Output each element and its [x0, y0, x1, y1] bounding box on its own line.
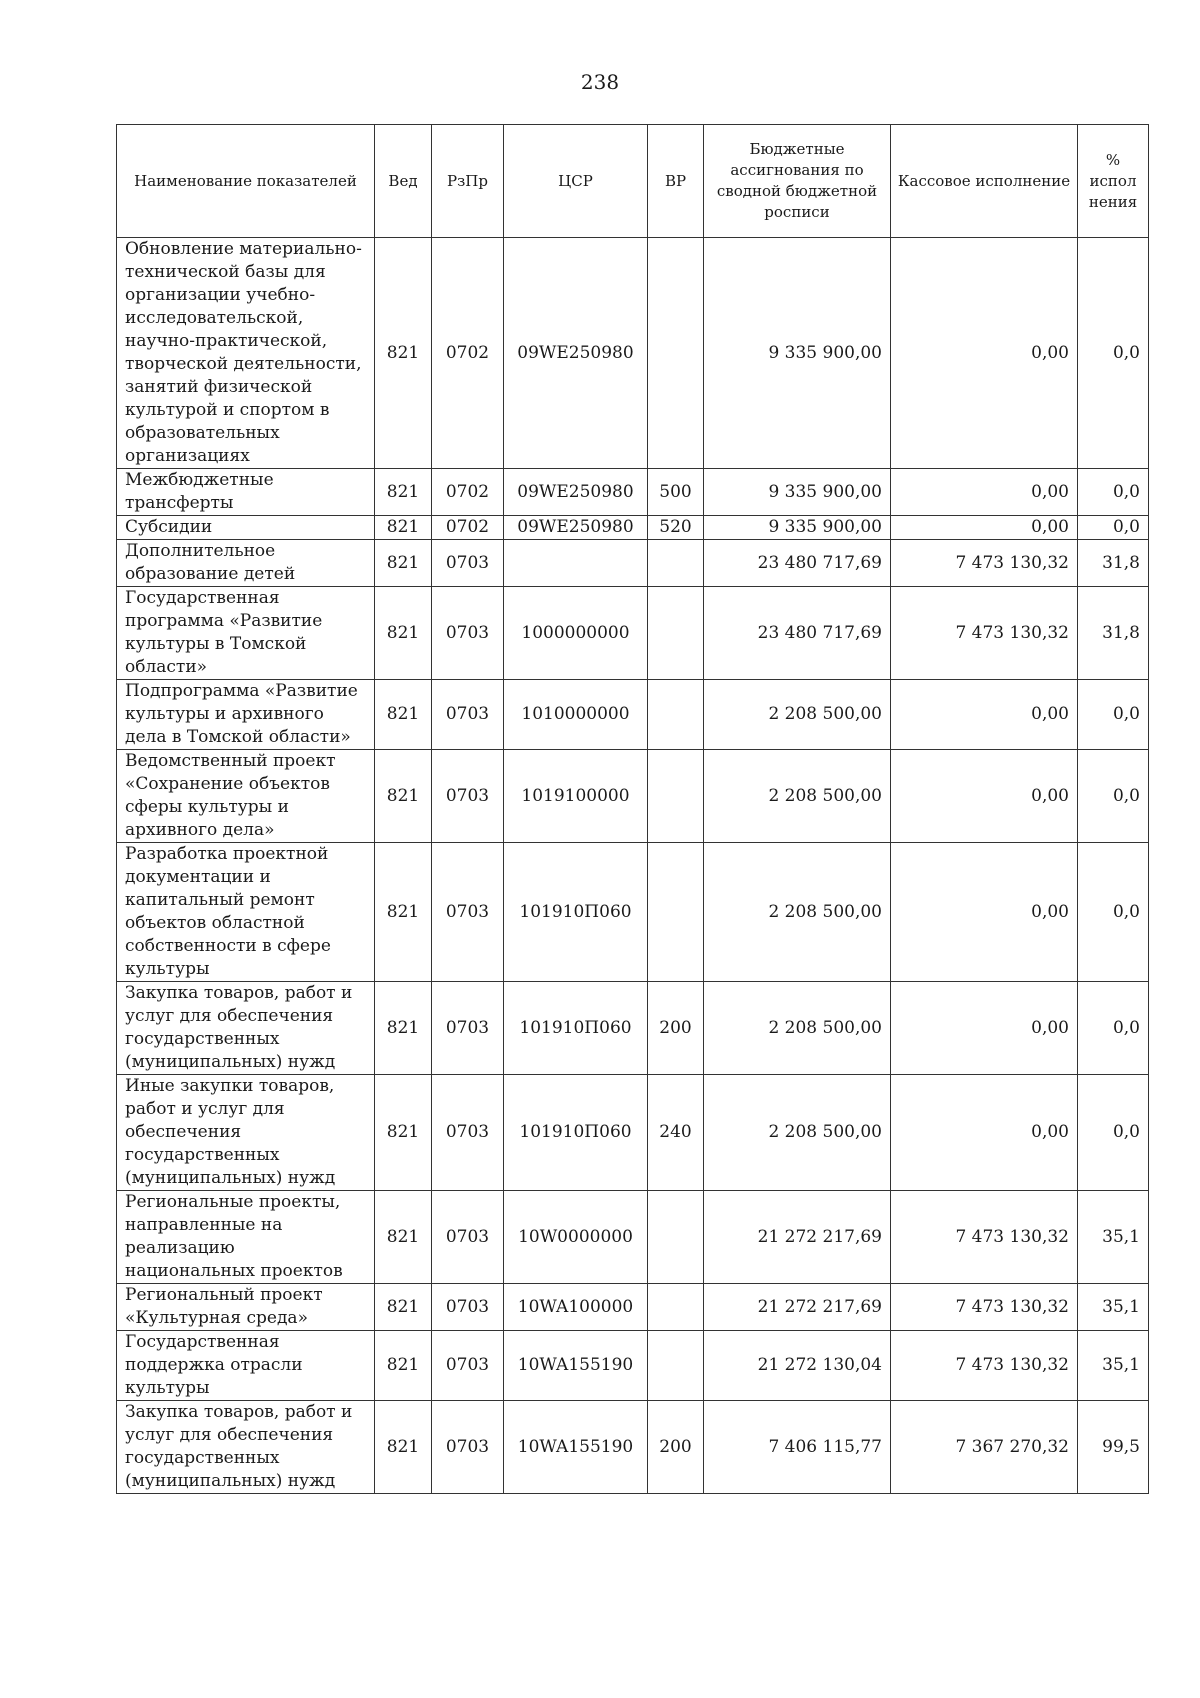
header-percent: % испол нения [1078, 125, 1149, 238]
cell-executed: 0,00 [891, 750, 1078, 843]
cell-executed: 7 473 130,32 [891, 587, 1078, 680]
header-csr: ЦСР [504, 125, 648, 238]
table-row [117, 680, 1149, 750]
cell-name: Региональные проекты, направленные на реализацию национальных проектов [117, 1191, 375, 1284]
cell-csr: 1019100000 [504, 750, 648, 843]
cell-rzpr: 0702 [432, 238, 504, 469]
cell-ved: 821 [375, 469, 432, 516]
cell-executed: 7 473 130,32 [891, 1284, 1078, 1331]
cell-ved: 821 [375, 1075, 432, 1191]
cell-rzpr: 0703 [432, 540, 504, 587]
cell-name: Субсидии [117, 516, 375, 540]
cell-assigned: 21 272 217,69 [704, 1191, 891, 1284]
cell-csr: 10WA155190 [504, 1401, 648, 1494]
cell-rzpr: 0703 [432, 1284, 504, 1331]
table-row [117, 1331, 1149, 1401]
cell-csr: 10WA100000 [504, 1284, 648, 1331]
cell-ved: 821 [375, 1331, 432, 1401]
cell-percent: 0,0 [1078, 238, 1149, 469]
table-row [117, 1191, 1149, 1284]
cell-executed: 0,00 [891, 516, 1078, 540]
cell-percent: 35,1 [1078, 1191, 1149, 1284]
cell-percent: 0,0 [1078, 1075, 1149, 1191]
cell-ved: 821 [375, 1401, 432, 1494]
header-name: Наименование показателей [117, 125, 375, 238]
table-row [117, 587, 1149, 680]
cell-csr: 101910П060 [504, 843, 648, 982]
cell-percent: 0,0 [1078, 843, 1149, 982]
cell-percent: 0,0 [1078, 680, 1149, 750]
cell-ved: 821 [375, 1191, 432, 1284]
cell-vr [648, 238, 704, 469]
cell-assigned: 9 335 900,00 [704, 469, 891, 516]
cell-rzpr: 0703 [432, 680, 504, 750]
table-row [117, 1401, 1149, 1494]
cell-executed: 7 473 130,32 [891, 1191, 1078, 1284]
cell-assigned: 23 480 717,69 [704, 540, 891, 587]
cell-percent: 35,1 [1078, 1284, 1149, 1331]
cell-rzpr: 0703 [432, 750, 504, 843]
cell-csr: 09WE250980 [504, 469, 648, 516]
cell-csr: 10W0000000 [504, 1191, 648, 1284]
cell-executed: 0,00 [891, 1075, 1078, 1191]
cell-rzpr: 0702 [432, 516, 504, 540]
cell-vr: 500 [648, 469, 704, 516]
cell-csr: 101910П060 [504, 982, 648, 1075]
cell-name: Подпрограмма «Развитие культуры и архивного дела в Томской области» [117, 680, 375, 750]
cell-executed: 7 473 130,32 [891, 540, 1078, 587]
cell-ved: 821 [375, 982, 432, 1075]
cell-name: Государственная программа «Развитие культуры в Томской области» [117, 587, 375, 680]
table-row [117, 843, 1149, 982]
cell-ved: 821 [375, 516, 432, 540]
cell-name: Обновление материально-технической базы для организации учебно-исследовательской, научно-практической, творческой деятельности, занятий физической культурой и спортом в образовательных организациях [117, 238, 375, 469]
cell-assigned: 9 335 900,00 [704, 238, 891, 469]
cell-name: Закупка товаров, работ и услуг для обеспечения государственных (муниципальных) нужд [117, 982, 375, 1075]
cell-vr [648, 843, 704, 982]
cell-csr: 1000000000 [504, 587, 648, 680]
cell-name: Дополнительное образование детей [117, 540, 375, 587]
cell-percent: 31,8 [1078, 540, 1149, 587]
cell-csr: 09WE250980 [504, 516, 648, 540]
cell-name: Ведомственный проект «Сохранение объектов сферы культуры и архивного дела» [117, 750, 375, 843]
cell-executed: 0,00 [891, 680, 1078, 750]
cell-percent: 0,0 [1078, 516, 1149, 540]
cell-name: Закупка товаров, работ и услуг для обеспечения государственных (муниципальных) нужд [117, 1401, 375, 1494]
cell-assigned: 23 480 717,69 [704, 587, 891, 680]
header-row [117, 125, 1149, 238]
cell-csr [504, 540, 648, 587]
cell-name: Иные закупки товаров, работ и услуг для обеспечения государственных (муниципальных) нужд [117, 1075, 375, 1191]
table-row [117, 1075, 1149, 1191]
cell-csr: 101910П060 [504, 1075, 648, 1191]
header-executed: Кассовое исполнение [891, 125, 1078, 238]
cell-executed: 0,00 [891, 982, 1078, 1075]
cell-percent: 35,1 [1078, 1331, 1149, 1401]
cell-rzpr: 0703 [432, 843, 504, 982]
cell-csr: 1010000000 [504, 680, 648, 750]
table-row [117, 238, 1149, 469]
cell-vr: 520 [648, 516, 704, 540]
table-row [117, 982, 1149, 1075]
cell-name: Межбюджетные трансферты [117, 469, 375, 516]
cell-rzpr: 0703 [432, 1191, 504, 1284]
cell-vr [648, 1191, 704, 1284]
header-assigned: Бюджетные ассигнования по сводной бюджетной росписи [704, 125, 891, 238]
table-row [117, 540, 1149, 587]
cell-vr [648, 587, 704, 680]
cell-rzpr: 0703 [432, 1331, 504, 1401]
cell-vr: 200 [648, 1401, 704, 1494]
cell-executed: 0,00 [891, 843, 1078, 982]
cell-assigned: 2 208 500,00 [704, 1075, 891, 1191]
cell-ved: 821 [375, 587, 432, 680]
table-row [117, 1284, 1149, 1331]
cell-percent: 99,5 [1078, 1401, 1149, 1494]
cell-vr [648, 750, 704, 843]
page-number: 238 [580, 70, 620, 94]
budget-table [116, 124, 1149, 1494]
cell-executed: 0,00 [891, 469, 1078, 516]
cell-assigned: 21 272 217,69 [704, 1284, 891, 1331]
cell-rzpr: 0703 [432, 1075, 504, 1191]
cell-executed: 0,00 [891, 238, 1078, 469]
cell-vr: 200 [648, 982, 704, 1075]
table-row [117, 516, 1149, 540]
cell-executed: 7 367 270,32 [891, 1401, 1078, 1494]
cell-rzpr: 0703 [432, 982, 504, 1075]
cell-assigned: 21 272 130,04 [704, 1331, 891, 1401]
cell-ved: 821 [375, 238, 432, 469]
cell-ved: 821 [375, 540, 432, 587]
cell-assigned: 2 208 500,00 [704, 982, 891, 1075]
cell-ved: 821 [375, 1284, 432, 1331]
cell-vr: 240 [648, 1075, 704, 1191]
cell-assigned: 7 406 115,77 [704, 1401, 891, 1494]
cell-rzpr: 0702 [432, 469, 504, 516]
cell-ved: 821 [375, 680, 432, 750]
cell-name: Региональный проект «Культурная среда» [117, 1284, 375, 1331]
cell-assigned: 2 208 500,00 [704, 750, 891, 843]
cell-rzpr: 0703 [432, 587, 504, 680]
cell-ved: 821 [375, 843, 432, 982]
header-rzpr: РзПр [432, 125, 504, 238]
cell-rzpr: 0703 [432, 1401, 504, 1494]
cell-assigned: 2 208 500,00 [704, 680, 891, 750]
cell-csr: 10WA155190 [504, 1331, 648, 1401]
cell-vr [648, 680, 704, 750]
table-row [117, 750, 1149, 843]
cell-assigned: 9 335 900,00 [704, 516, 891, 540]
cell-name: Разработка проектной документации и капитальный ремонт объектов областной собственности в сфере культуры [117, 843, 375, 982]
cell-assigned: 2 208 500,00 [704, 843, 891, 982]
cell-name: Государственная поддержка отрасли культуры [117, 1331, 375, 1401]
header-vr: ВР [648, 125, 704, 238]
cell-percent: 31,8 [1078, 587, 1149, 680]
cell-percent: 0,0 [1078, 982, 1149, 1075]
cell-percent: 0,0 [1078, 469, 1149, 516]
cell-vr [648, 1331, 704, 1401]
cell-executed: 7 473 130,32 [891, 1331, 1078, 1401]
cell-vr [648, 1284, 704, 1331]
header-ved: Вед [375, 125, 432, 238]
cell-percent: 0,0 [1078, 750, 1149, 843]
cell-vr [648, 540, 704, 587]
cell-ved: 821 [375, 750, 432, 843]
cell-csr: 09WE250980 [504, 238, 648, 469]
table-row [117, 469, 1149, 516]
